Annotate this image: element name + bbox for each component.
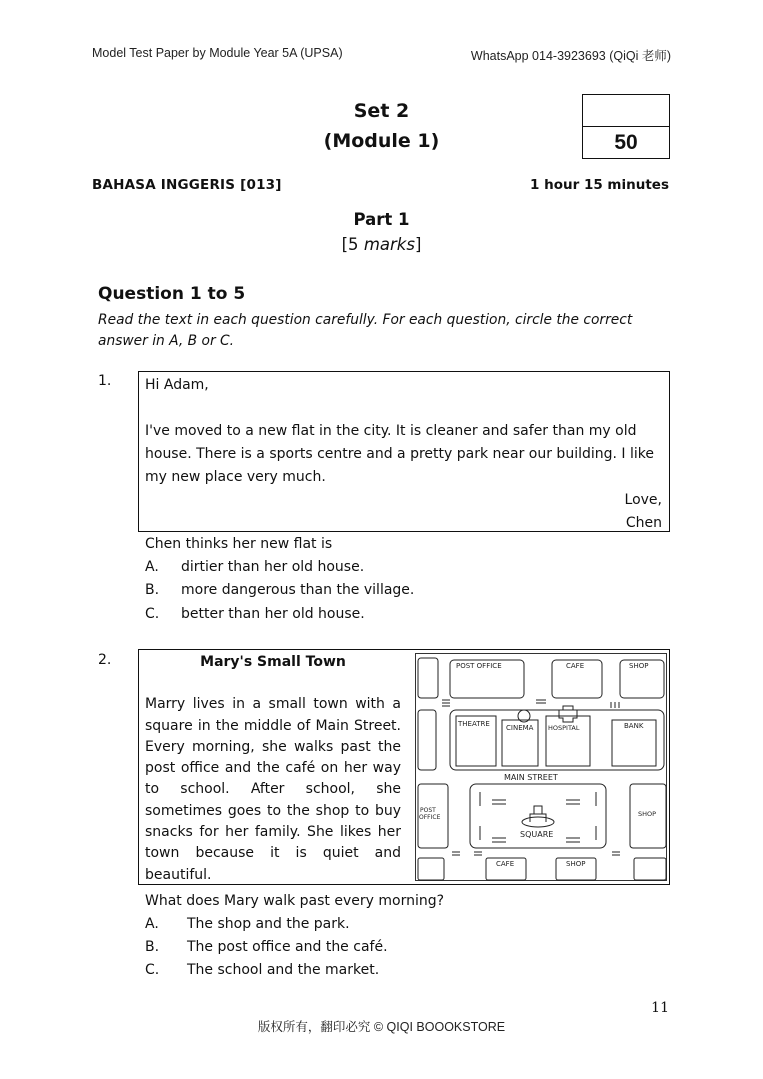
marks-word: marks [363,235,415,254]
question-1-option-c[interactable] [145,606,365,622]
question-1-option-b[interactable] [145,582,414,598]
passage-title: Mary's Small Town [200,654,346,670]
part-marks [0,235,763,254]
marks-open: [5 [341,235,364,254]
score-obtained-field[interactable] [583,95,669,127]
option-letter: C. [145,962,160,978]
map-label-post-office: POST OFFICE [456,662,502,670]
option-text: The post office and the café. [187,939,388,955]
map-label-shop-right: SHOP [638,810,657,818]
letter-body: I've moved to a new flat in the city. It is cleaner and safer than my old house. There is a sports centre and a pretty park near our building. I like my new place very much. [145,423,654,485]
question-2-option-c[interactable] [145,962,379,978]
exam-duration: 1 hour 15 minutes [530,177,669,193]
question-1-stem: Chen thinks her new flat is [145,536,333,552]
part-title: Part 1 [353,210,410,229]
map-label-cafe-bottom: CAFE [496,860,515,868]
option-letter: A. [145,916,159,932]
block-middle [450,710,664,770]
map-label-square: SQUARE [520,830,554,839]
copyright-footer: 版权所有，翻印必究 © QIQI BOOOKSTORE [257,1020,506,1034]
question-2-option-a[interactable] [145,916,350,932]
score-box [582,94,670,159]
marks-close: ] [414,235,422,254]
section-heading: Question 1 to 5 [98,284,246,304]
map-label-bank: BANK [624,722,644,730]
question-1-text-box [138,371,670,532]
option-text: more dangerous than the village. [181,582,415,598]
running-header-left: Model Test Paper by Module Year 5A (UPSA) [92,46,343,60]
section-instructions: Read the text in each question carefully. For each question, circle the correct answer in A, B or C. [98,312,633,349]
letter-closing: Love, [624,492,662,508]
map-label-post-office-left-2: OFFICE [419,814,441,821]
option-letter: B. [145,939,160,955]
map-label-main-street: MAIN STREET [504,773,558,782]
running-header-right: WhatsApp 014-3923693 (QiQi 老师) [470,49,671,63]
map-label-shop: SHOP [629,662,649,670]
letter-signature: Chen [625,515,662,531]
question-1-option-a[interactable] [145,559,364,575]
set-title: Set 2 [353,100,410,122]
page-number: 11 [651,1000,669,1016]
question-2-text-box [138,649,670,885]
option-text: dirtier than her old house. [181,559,365,575]
subject-code: BAHASA INGGERIS [013] [92,177,282,193]
option-text: better than her old house. [181,606,365,622]
map-label-cinema: CINEMA [506,724,534,732]
option-letter: A. [145,559,159,575]
option-letter: C. [145,606,160,622]
option-letter: B. [145,582,160,598]
map-label-hospital: HOSPITAL [548,724,580,732]
module-title: (Module 1) [323,130,440,152]
map-label-shop-bottom: SHOP [566,860,586,868]
score-total: 50 [614,131,638,154]
question-2-option-b[interactable] [145,939,388,955]
passage-body: Marry lives in a small town with a square in the middle of Main Street. Every morning, she walks past the post office and the café on her way to school. After school, she sometimes goes to the shop to buy snacks for her family. She likes her town because it is quiet and beautiful. [145,696,401,883]
question-number-2: 2. [98,652,112,668]
map-label-theatre: THEATRE [458,720,490,728]
question-2-stem: What does Mary walk past every morning? [145,893,445,909]
option-text: The school and the market. [187,962,380,978]
option-text: The shop and the park. [187,916,350,932]
question-number-1: 1. [98,373,112,389]
passage [145,652,401,886]
map-label-post-office-left: POST [420,807,436,814]
letter-greeting: Hi Adam, [145,377,209,393]
map-label-cafe: CAFE [566,662,585,670]
town-map-illustration [415,653,667,881]
